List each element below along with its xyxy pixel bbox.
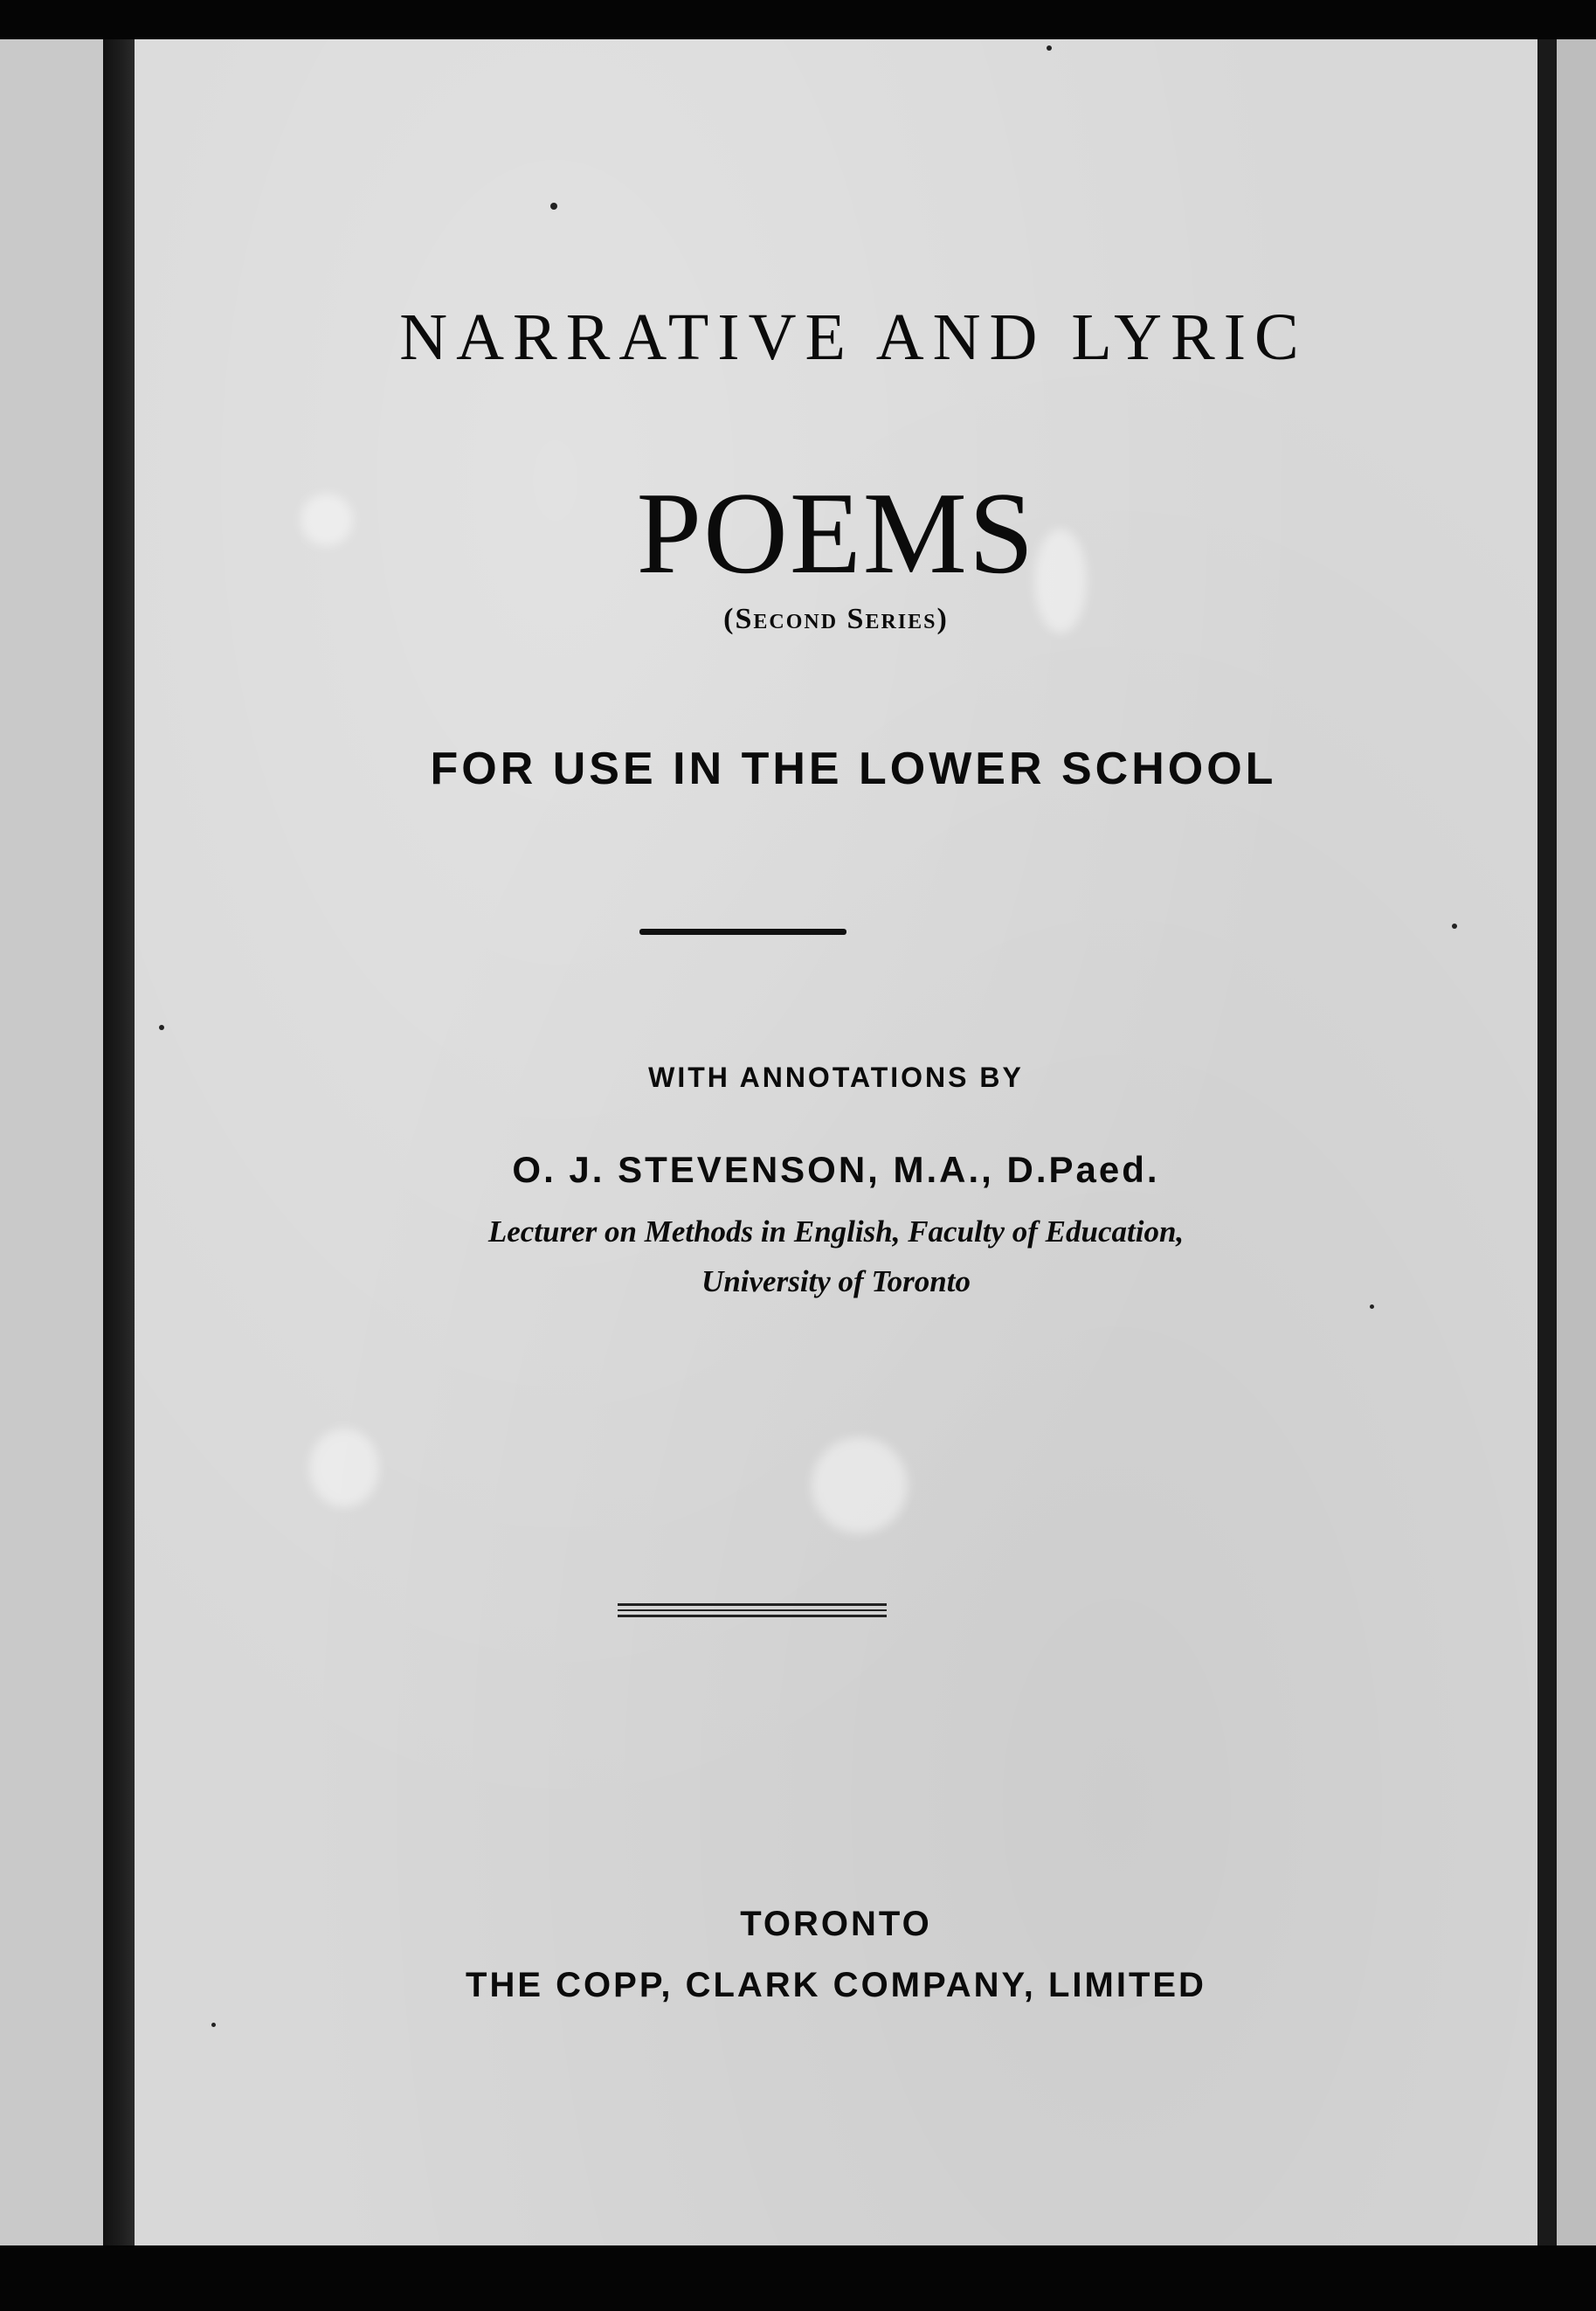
book-gutter bbox=[103, 39, 135, 2245]
scan-smudge bbox=[309, 1429, 379, 1507]
title-line-2: POEMS bbox=[636, 468, 1036, 598]
author-institution: University of Toronto bbox=[701, 1264, 971, 1298]
scan-speck bbox=[1047, 45, 1052, 51]
imprint-city: TORONTO bbox=[740, 1905, 932, 1943]
annotations-label: WITH ANNOTATIONS BY bbox=[648, 1062, 1024, 1093]
title-line-1: NARRATIVE AND LYRIC bbox=[399, 301, 1308, 374]
scan-margin bbox=[1557, 39, 1596, 2245]
scan-speck bbox=[1452, 924, 1457, 929]
title-page bbox=[135, 39, 1537, 2245]
scan-speck bbox=[550, 203, 557, 210]
short-rule-divider bbox=[639, 929, 846, 935]
author-position: Lecturer on Methods in English, Faculty of Education, bbox=[487, 1214, 1185, 1249]
author-name: O. J. STEVENSON, M.A., D.Paed. bbox=[512, 1149, 1160, 1190]
purpose-line: FOR USE IN THE LOWER SCHOOL bbox=[430, 744, 1277, 794]
scan-speck bbox=[211, 2023, 216, 2027]
scan-speck bbox=[1370, 1304, 1374, 1309]
series-subtitle: (Second Series) bbox=[723, 603, 949, 635]
scan-smudge bbox=[812, 1437, 908, 1533]
facing-page-edge bbox=[0, 39, 103, 2245]
imprint-publisher: THE COPP, CLARK COMPANY, LIMITED bbox=[466, 1966, 1206, 2004]
scan-speck bbox=[159, 1025, 164, 1030]
double-rule-divider bbox=[618, 1603, 887, 1617]
